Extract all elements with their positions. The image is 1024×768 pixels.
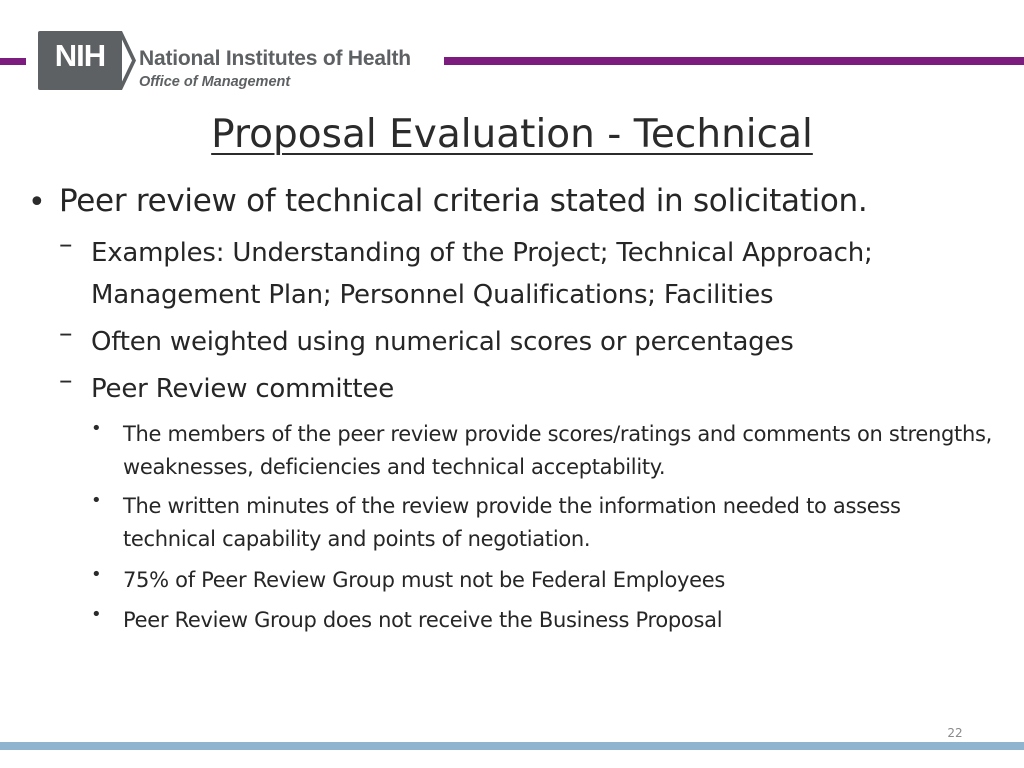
org-subtitle: Office of Management — [139, 74, 291, 90]
sub-sub-bullet-text: The members of the peer review provide scores/ratings and comments on strengths, weaknesses, deficiencies and technical acceptability. — [123, 422, 993, 479]
bullet-marker: • — [91, 490, 102, 511]
footer-bar — [0, 742, 1024, 750]
page-number: 22 — [947, 726, 963, 740]
dash-marker: – — [59, 318, 73, 349]
dash-marker: – — [59, 229, 73, 260]
bullet-marker: • — [91, 564, 102, 585]
sub-bullet-text: Often weighted using numerical scores or percentages — [91, 327, 794, 357]
slide-title-text: Proposal Evaluation - Technical — [211, 112, 813, 157]
nih-logo-text: NIH — [54, 38, 106, 73]
bullet-text: Peer review of technical criteria stated in solicitation. — [59, 183, 868, 219]
sub-bullet-text: Examples: Understanding of the Project; Technical Approach; Management Plan; Personnel Qualifications; Facilities — [91, 238, 873, 310]
sub-sub-bullet-text: Peer Review Group does not receive the Business Proposal — [123, 608, 723, 632]
sub-sub-bullet-text: The written minutes of the review provide the information needed to assess technical capability and points of negotiation. — [123, 494, 901, 551]
dash-marker: – — [59, 365, 73, 396]
sub-sub-bullet-text: 75% of Peer Review Group must not be Federal Employees — [123, 568, 726, 592]
org-name: National Institutes of Health — [139, 47, 411, 70]
bullet-marker: • — [28, 185, 46, 220]
bullet-marker: • — [91, 604, 102, 625]
bullet-marker: • — [91, 418, 102, 439]
sub-bullet-text: Peer Review committee — [91, 374, 394, 404]
